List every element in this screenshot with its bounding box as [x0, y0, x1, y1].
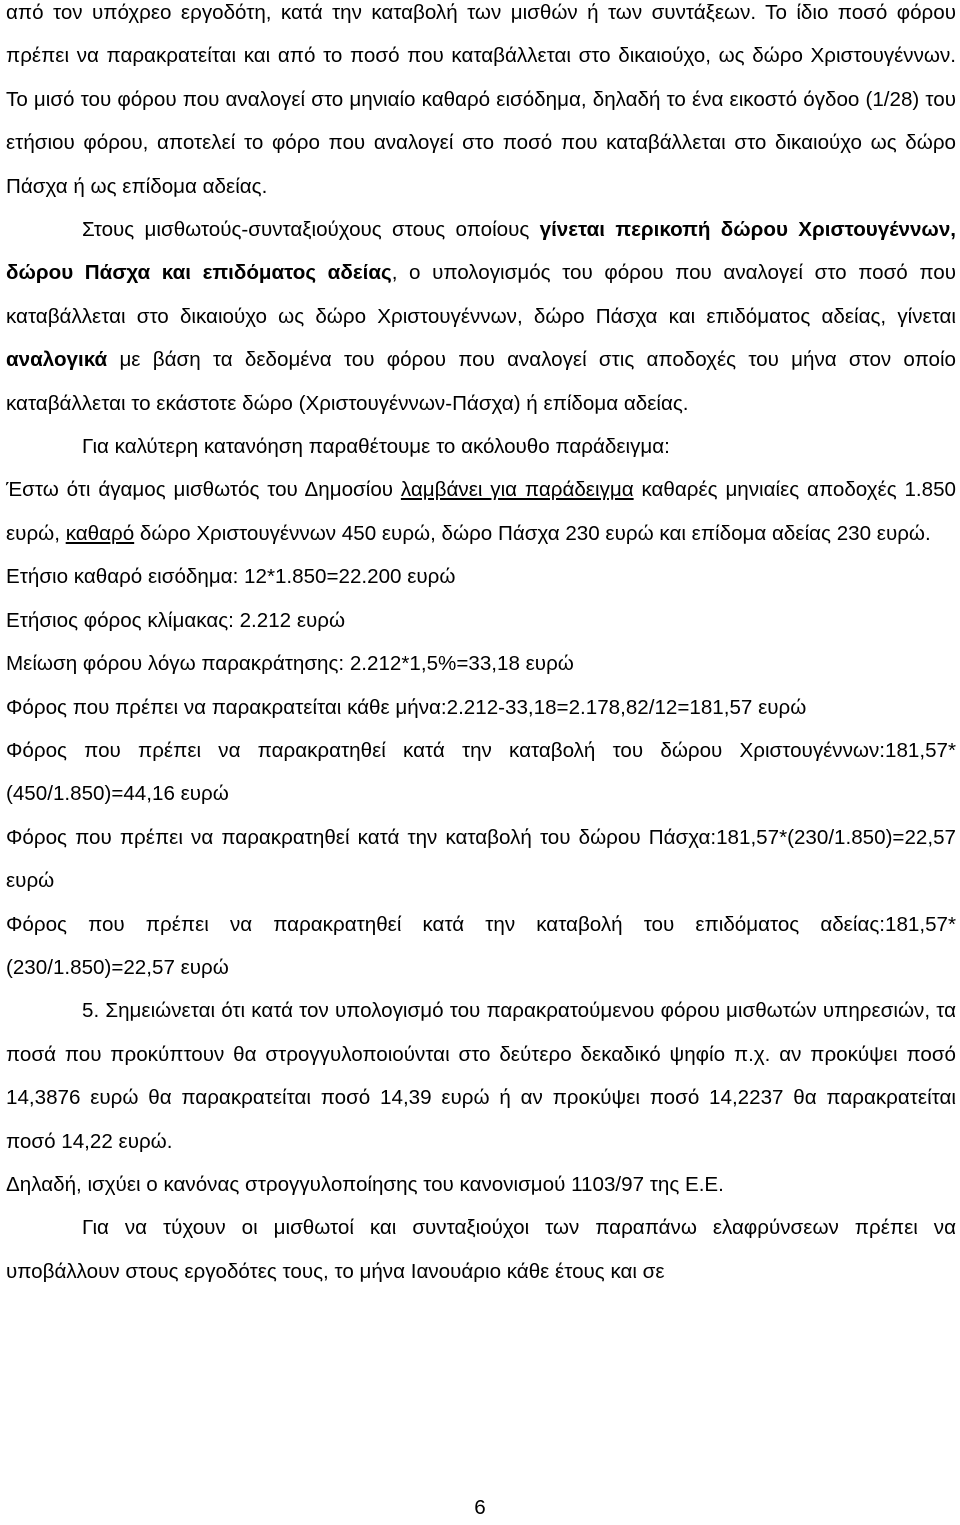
text-run: , ο υπολογισμός του φόρου που αναλογεί στο ποσό που καταβάλλεται στο δικαιούχο ως δώρο Χριστουγέννων, δώρο Πάσχα και επιδόματος αδείας, γίνεται — [6, 261, 956, 328]
text-run: δώρο Χριστουγέννων 450 ευρώ, δώρο Πάσχα 230 ευρώ και επίδομα αδείας 230 ευρώ. — [134, 521, 931, 545]
calc-annual-tax: Ετήσιος φόρος κλίμακας: 2.212 ευρώ — [6, 608, 346, 632]
paragraph-example — [6, 468, 956, 555]
calc-tax-reduction: Μείωση φόρου λόγω παρακράτησης: 2.212*1,5%=33,18 ευρώ — [6, 652, 574, 676]
paragraph-example-intro: Για καλύτερη κατανόηση παραθέτουμε το ακόλουθο παράδειγμα: — [82, 435, 670, 459]
calc-annual-income: Ετήσιο καθαρό εισόδημα: 12*1.850=22.200 ευρώ — [6, 565, 456, 589]
paragraph-rounding-rule: 5. Σημειώνεται ότι κατά τον υπολογισμό του παρακρατούμενου φόρου μισθωτών υπηρεσιών, τα ποσά που προκύπτουν θα στρογγυλοποιούνται στο δεύτερο δεκαδικό ψηφίο π.χ. αν προκύψει ποσό 14,3876 ευρώ θα παρακρατείται ποσό 14,39 ευρώ ή αν προκύψει ποσό 14,2237 θα παρακρατείται ποσό 14,22 ευρώ. — [6, 999, 956, 1153]
calc-leave-allowance-tax: Φόρος που πρέπει να παρακρατηθεί κατά την καταβολή του επιδόματος αδείας:181,57*(230/1.850)=22,57 ευρώ — [6, 912, 956, 979]
bold-text-run: γίνεται περικοπή δώρου Χριστουγέννων, δώρου Πάσχα και επιδόματος αδείας — [6, 218, 957, 285]
calc-monthly-withholding: Φόρος που πρέπει να παρακρατείται κάθε μήνα:2.212-33,18=2.178,82/12=181,57 ευρώ — [6, 695, 807, 719]
document-page — [6, 0, 956, 1293]
text-run: καθαρές μηνιαίες αποδοχές 1.850 ευρώ, — [6, 478, 956, 545]
calc-christmas-bonus-tax: Φόρος που πρέπει να παρακρατηθεί κατά την καταβολή του δώρου Χριστουγέννων:181,57*(450/1.850)=44,16 ευρώ — [6, 738, 956, 806]
underlined-text-run: λαμβάνει για παράδειγμα — [400, 478, 634, 502]
text-run: με βάση τα δεδομένα του φόρου που αναλογεί στις αποδοχές του μήνα στον οποίο καταβάλλεται το εκάστοτε δώρο (Χριστουγέννων-Πάσχα) ή επίδομα αδείας. — [6, 348, 956, 415]
paragraph-eu-regulation: Δηλαδή, ισχύει ο κανόνας στρογγυλοποίησης του κανονισμού 1103/97 της Ε.Ε. — [6, 1172, 724, 1196]
page-number: 6 — [474, 1496, 486, 1519]
text-run: Στους μισθωτούς-συνταξιούχους στους οποίους — [82, 218, 540, 242]
paragraph-tax-withholding: από τον υπόχρεο εργοδότη, κατά την καταβολή των μισθών ή των συντάξεων. Το ίδιο ποσό φόρου πρέπει να παρακρατείται και από το ποσό που καταβάλλεται στο δικαιούχο, ως δώρο Χριστουγέννων. Το μισό του φόρου που αναλογεί στο μηνιαίο καθαρό εισόδημα, δηλαδή το ένα εικοστό όγδοο (1/28) του ετήσιου φόρου, αποτελεί το φόρο που αναλογεί στο ποσό που καταβάλλεται στο δικαιούχο ως δώρο Πάσχα ή ως επίδομα αδείας. — [6, 1, 956, 198]
calc-easter-bonus-tax: Φόρος που πρέπει να παρακρατηθεί κατά την καταβολή του δώρου Πάσχα:181,57*(230/1.850)=22,57 ευρώ — [6, 825, 956, 893]
bold-text-run: αναλογικά — [6, 348, 108, 372]
underlined-text-run: καθαρό — [65, 521, 135, 545]
paragraph-bonus-reduction — [6, 208, 956, 425]
text-run: Έστω ότι άγαμος μισθωτός του Δημοσίου — [6, 478, 401, 502]
paragraph-submission: Για να τύχουν οι μισθωτοί και συνταξιούχοι των παραπάνω ελαφρύνσεων πρέπει να υποβάλλουν στους εργοδότες τους, το μήνα Ιανουάριο κάθε έτους και σε — [6, 1216, 956, 1283]
